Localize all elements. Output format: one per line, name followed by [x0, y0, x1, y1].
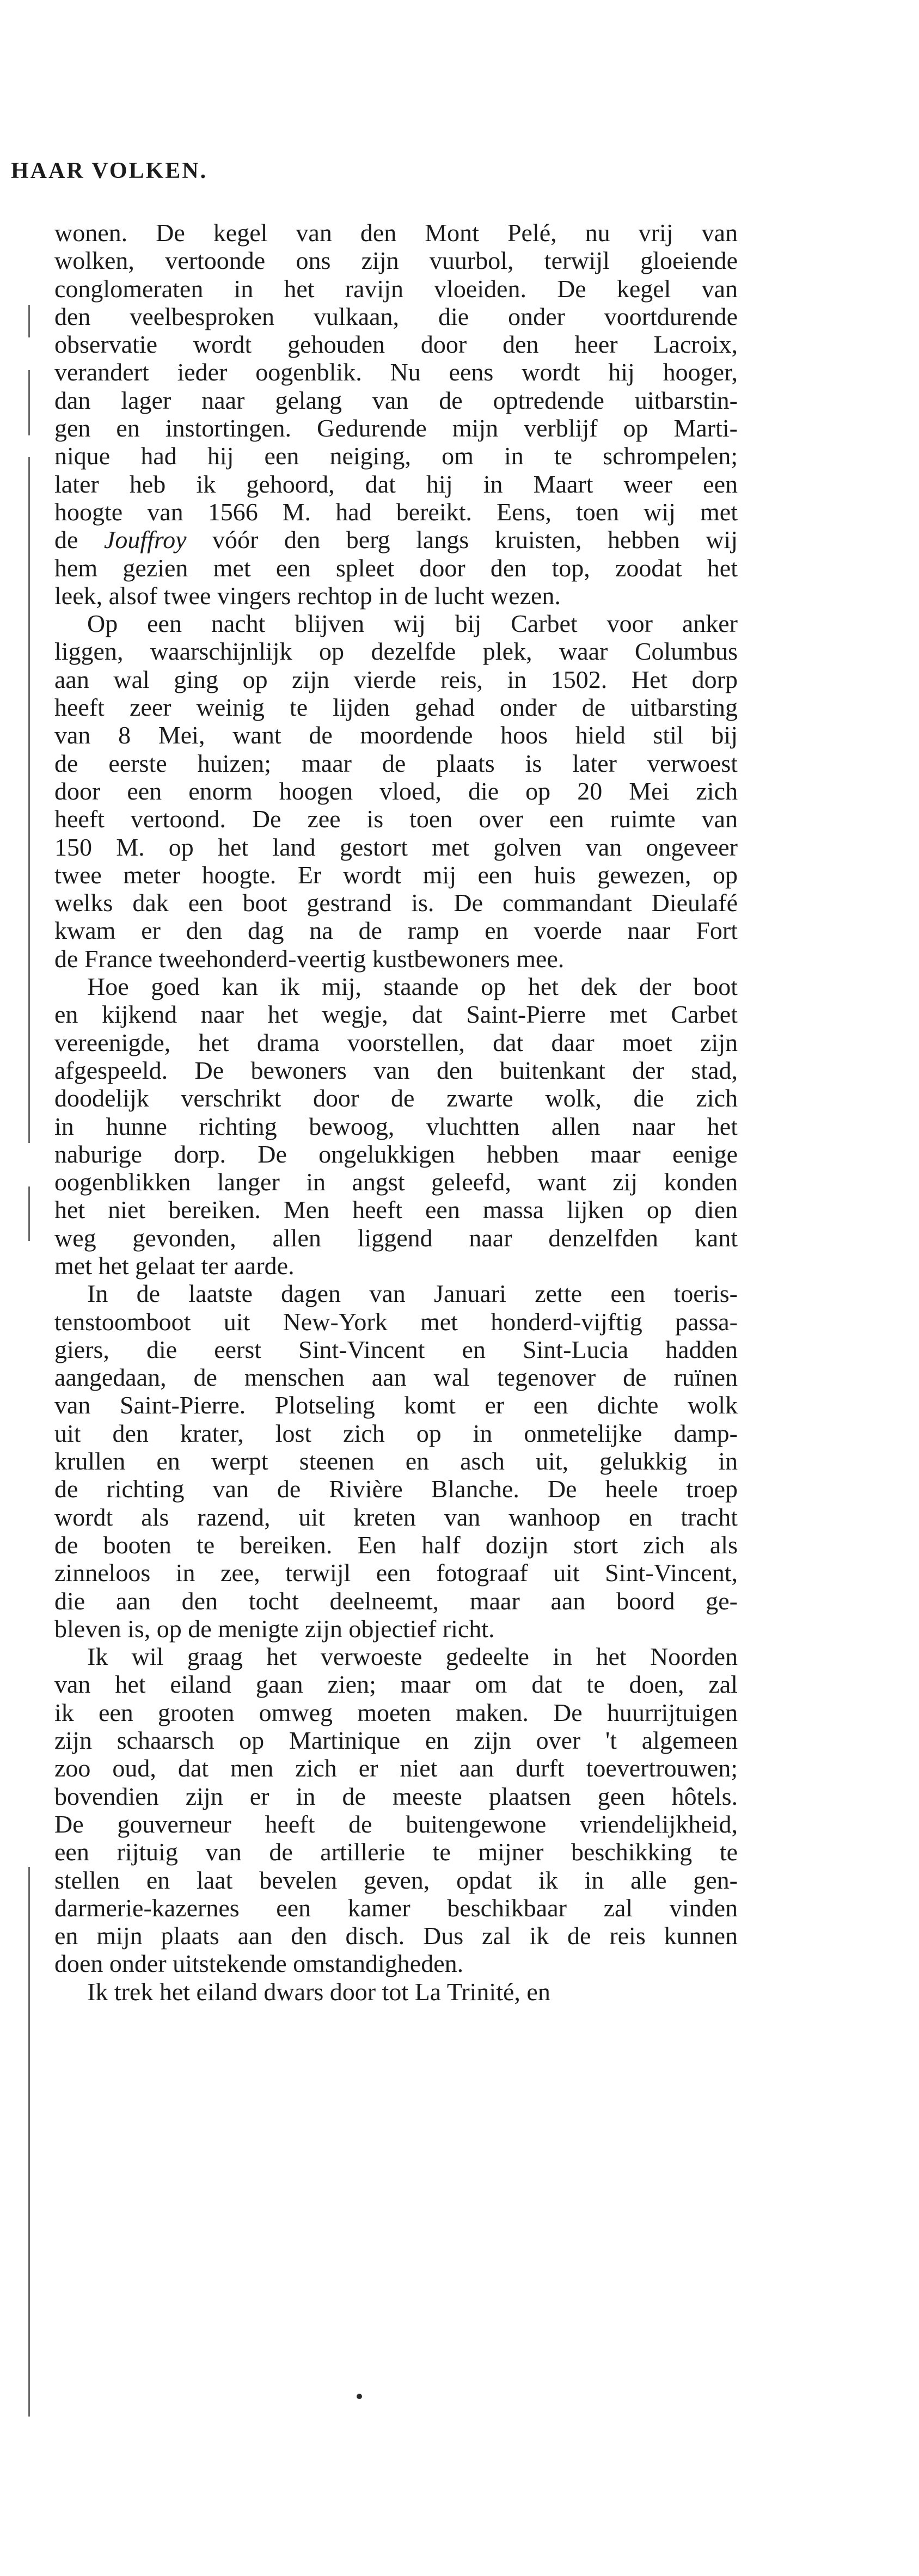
text-line: bovendien zijn er in de meeste plaatsen geen hôtels.	[54, 1782, 738, 1810]
text-line: heeft vertoond. De zee is toen over een ruimte van	[54, 805, 738, 833]
text-line: twee meter hoogte. Er wordt mij een huis gewezen, op	[54, 860, 738, 889]
text-line: tenstoomboot uit New-York met honderd-vijftig passa-	[54, 1307, 738, 1336]
text-line: wonen. De kegel van den Mont Pelé, nu vrij van	[54, 219, 738, 247]
text-line: giers, die eerst Sint-Vincent en Sint-Lucia hadden	[54, 1335, 738, 1363]
text-line: hem gezien met een spleet door den top, zoodat het	[54, 554, 738, 582]
text-line: wolken, vertoonde ons zijn vuurbol, terwijl gloeiende	[54, 247, 738, 275]
text-line: en kijkend naar het wegje, dat Saint-Pierre met Carbet	[54, 1000, 738, 1029]
text-line: doodelijk verschrikt door de zwarte wolk, die zich	[54, 1084, 738, 1112]
text-line: conglomeraten in het ravijn vloeiden. De kegel van	[54, 274, 738, 303]
text-line: Ik trek het eiland dwars door tot La Trinité, en	[87, 1977, 550, 2006]
text-line: Ik wil graag het verwoeste gedeelte in het Noorden	[87, 1643, 738, 1671]
ship-name: Jouffroy	[103, 526, 187, 554]
text-line: en mijn plaats aan den disch. Dus zal ik de reis kunnen	[54, 1922, 738, 1950]
text-line: van 8 Mei, want de moordende hoos hield stil bij	[54, 721, 738, 749]
text-line: zijn schaarsch op Martinique en zijn over 't algemeen	[54, 1726, 738, 1755]
text-line: later heb ik gehoord, dat hij in Maart weer een	[54, 470, 738, 498]
margin-rule	[28, 1186, 30, 1241]
text-line: aan wal ging op zijn vierde reis, in 1502. Het dorp	[54, 665, 738, 693]
text-line: aangedaan, de menschen aan wal tegenover de ruïnen	[54, 1363, 738, 1392]
text-line: kwam er den dag na de ramp en voerde naar Fort	[54, 917, 738, 945]
text-line: Hoe goed kan ik mij, staande op het dek der boot	[87, 973, 738, 1001]
text-line: stellen en laat bevelen geven, opdat ik in alle gen-	[54, 1866, 738, 1894]
text-line: 150 M. op het land gestort met golven van ongeveer	[54, 833, 738, 861]
text-line: van Saint-Pierre. Plotseling komt er een dichte wolk	[54, 1391, 738, 1419]
text-line: ik een grooten omweg moeten maken. De huurrijtuigen	[54, 1698, 738, 1726]
text-line	[54, 526, 738, 554]
paragraph	[54, 973, 738, 1280]
paragraph	[54, 1280, 738, 1643]
text-line: leek, alsof twee vingers rechtop in de lucht wezen.	[54, 581, 561, 610]
text-line: oogenblikken langer in angst geleefd, want zij konden	[54, 1168, 738, 1196]
text-line: die aan den tocht deelneemt, maar aan boord ge-	[54, 1587, 738, 1615]
running-head: HAAR VOLKEN.	[11, 158, 208, 183]
text-line: vereenigde, het drama voorstellen, dat daar moet zijn	[54, 1028, 738, 1056]
paragraph	[54, 1978, 738, 2006]
text-line: darmerie-kazernes een kamer beschikbaar zal vinden	[54, 1893, 738, 1922]
text-line: nique had hij een neiging, om in te schrompelen;	[54, 442, 738, 470]
signature-dot	[357, 2394, 362, 2399]
text-line: de booten te bereiken. Een half dozijn stort zich als	[54, 1530, 738, 1559]
margin-rule	[28, 1867, 30, 2417]
margin-rule	[28, 370, 30, 435]
text-line: een rijtuig van de artillerie te mijner beschikking te	[54, 1838, 738, 1866]
text-line: de France tweehonderd-veertig kustbewoners mee.	[54, 944, 565, 973]
text-line: In de laatste dagen van Januari zette een toeris-	[87, 1280, 738, 1308]
text-line: welks dak een boot gestrand is. De commandant Dieulafé	[54, 889, 738, 917]
text-line: dan lager naar gelang van de optredende uitbarstin-	[54, 386, 738, 414]
text-column	[54, 219, 738, 2006]
paragraph	[54, 610, 738, 973]
text-line: Op een nacht blijven wij bij Carbet voor anker	[87, 610, 738, 638]
text-line: de eerste huizen; maar de plaats is later verwoest	[54, 749, 738, 777]
text-line: het niet bereiken. Men heeft een massa lijken op dien	[54, 1196, 738, 1224]
margin-rule	[28, 457, 30, 1143]
text-line: van het eiland gaan zien; maar om dat te doen, zal	[54, 1670, 738, 1699]
text-line: gen en instortingen. Gedurende mijn verblijf op Marti-	[54, 414, 738, 442]
text-line: hoogte van 1566 M. had bereikt. Eens, toen wij met	[54, 497, 738, 526]
text-line: den veelbesproken vulkaan, die onder voortdurende	[54, 302, 738, 330]
text-line: met het gelaat ter aarde.	[54, 1251, 295, 1280]
text-line: afgespeeld. De bewoners van den buitenkant der stad,	[54, 1056, 738, 1084]
text-line: door een enorm hoogen vloed, die op 20 Mei zich	[54, 777, 738, 805]
text-line: doen onder uitstekende omstandigheden.	[54, 1950, 464, 1978]
paragraph	[54, 1643, 738, 1978]
text-line: bleven is, op de menigte zijn objectief richt.	[54, 1614, 495, 1643]
text-line: weg gevonden, allen liggend naar denzelfden kant	[54, 1224, 738, 1252]
text-line: liggen, waarschijnlijk op dezelfde plek, waar Columbus	[54, 637, 738, 666]
text-line: in hunne richting bewoog, vluchtten allen naar het	[54, 1112, 738, 1140]
text-line: heeft zeer weinig te lijden gehad onder de uitbarsting	[54, 693, 738, 722]
text-fragment: de	[54, 526, 104, 554]
text-line: observatie wordt gehouden door den heer Lacroix,	[54, 330, 738, 359]
margin-rule	[28, 305, 30, 337]
text-line: verandert ieder oogenblik. Nu eens wordt hij hooger,	[54, 358, 738, 386]
text-fragment: vóór den berg langs kruisten, hebben wij	[186, 526, 738, 554]
text-line: naburige dorp. De ongelukkigen hebben maar eenige	[54, 1140, 738, 1168]
text-line: zinneloos in zee, terwijl een fotograaf uit Sint-Vincent,	[54, 1559, 738, 1587]
text-line: uit den krater, lost zich op in onmetelijke damp-	[54, 1419, 738, 1447]
paragraph	[54, 219, 738, 610]
text-line: zoo oud, dat men zich er niet aan durft toevertrouwen;	[54, 1754, 738, 1782]
text-line: wordt als razend, uit kreten van wanhoop en tracht	[54, 1503, 738, 1531]
text-line: krullen en werpt steenen en asch uit, gelukkig in	[54, 1447, 738, 1475]
text-line: De gouverneur heeft de buitengewone vriendelijkheid,	[54, 1810, 738, 1838]
text-line: de richting van de Rivière Blanche. De heele troep	[54, 1475, 738, 1503]
